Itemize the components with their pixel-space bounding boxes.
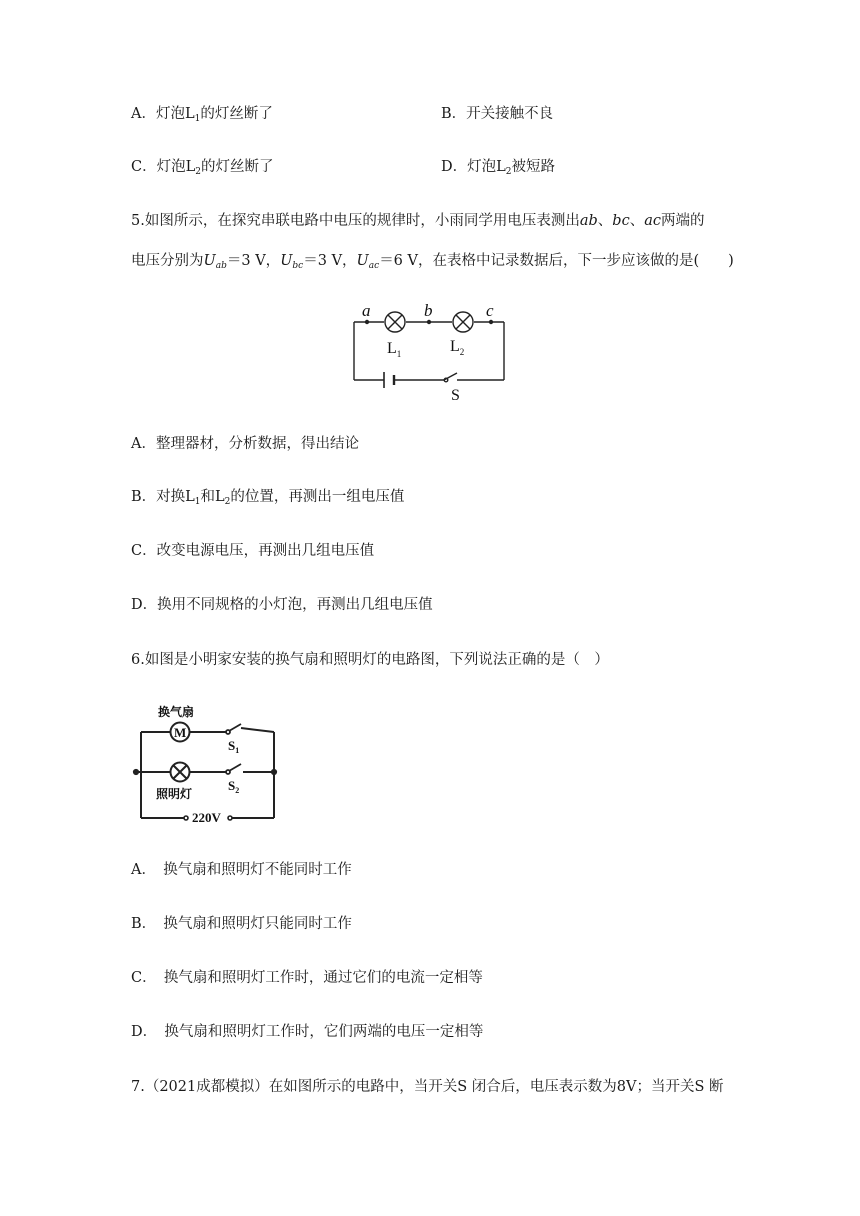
q6-option-a: A． 换气扇和照明灯不能同时工作 [131,862,352,878]
label-s2: $S_2$ [228,778,240,795]
q5-option-c: C．改变电源电压，再测出几组电压值 [131,543,375,559]
junction-dots [365,320,493,324]
q5-circuit-diagram [340,298,520,408]
q6-option-c: C． 换气扇和照明灯工作时，通过它们的电流一定相等 [131,970,483,986]
q4-option-c: C．灯泡$L_2$的灯丝断了 [131,159,274,177]
switch-s-icon [444,373,457,382]
q5-option-b: B．对换$L_1$和$L_2$的位置，再测出一组电压值 [131,489,405,507]
battery-icon [384,372,394,388]
label-s: S [451,387,460,404]
q6-circuit-diagram [128,700,283,830]
svg-text:M: M [174,725,187,740]
lamp-l2-icon [453,312,473,332]
lamp-l1-icon [385,312,405,332]
q4-option-d: D．灯泡$L_2$被短路 [441,159,555,177]
lamp-label: 照明灯 [156,787,193,801]
q5-option-d: D．换用不同规格的小灯泡，再测出几组电压值 [131,597,433,613]
lamp-icon [171,763,190,782]
voltage-label: 220V [192,810,221,825]
fan-label: 换气扇 [158,705,195,719]
q6-option-b: B． 换气扇和照明灯只能同时工作 [131,916,352,932]
label-a: a [362,301,371,320]
q5-option-a: A．整理器材，分析数据，得出结论 [131,436,359,452]
label-s1: $S_1$ [228,738,240,755]
q4-option-a: A．灯泡$L_1$的灯丝断了 [131,106,273,124]
q5-stem-line2: 电压分别为$U_{ab}=3$ V，$U_{bc}=3$ V，$U_{ac}=6$ V，在表格中记录数据后，下一步应该做的是( ) [131,253,734,271]
switch-s1-icon [226,724,241,734]
label-c: c [486,301,494,320]
q6-option-d: D． 换气扇和照明灯工作时，它们两端的电压一定相等 [131,1024,484,1040]
label-b: b [424,301,433,320]
q6-stem: 6.如图是小明家安装的换气扇和照明灯的电路图，下列说法正确的是（ ） [131,652,609,668]
q7-stem: 7.（2021成都模拟）在如图所示的电路中，当开关S 闭合后，电压表示数为8V；当开关S 断 [131,1079,724,1095]
label-l1: $L_1$ [387,340,402,359]
q4-option-b: B．开关接触不良 [441,106,554,122]
q5-stem-line1: 5.如图所示，在探究串联电路中电压的规律时，小雨同学用电压表测出ab、bc、ac两端的 [131,213,705,229]
motor-icon [171,723,190,742]
label-l2: $L_2$ [450,338,465,357]
